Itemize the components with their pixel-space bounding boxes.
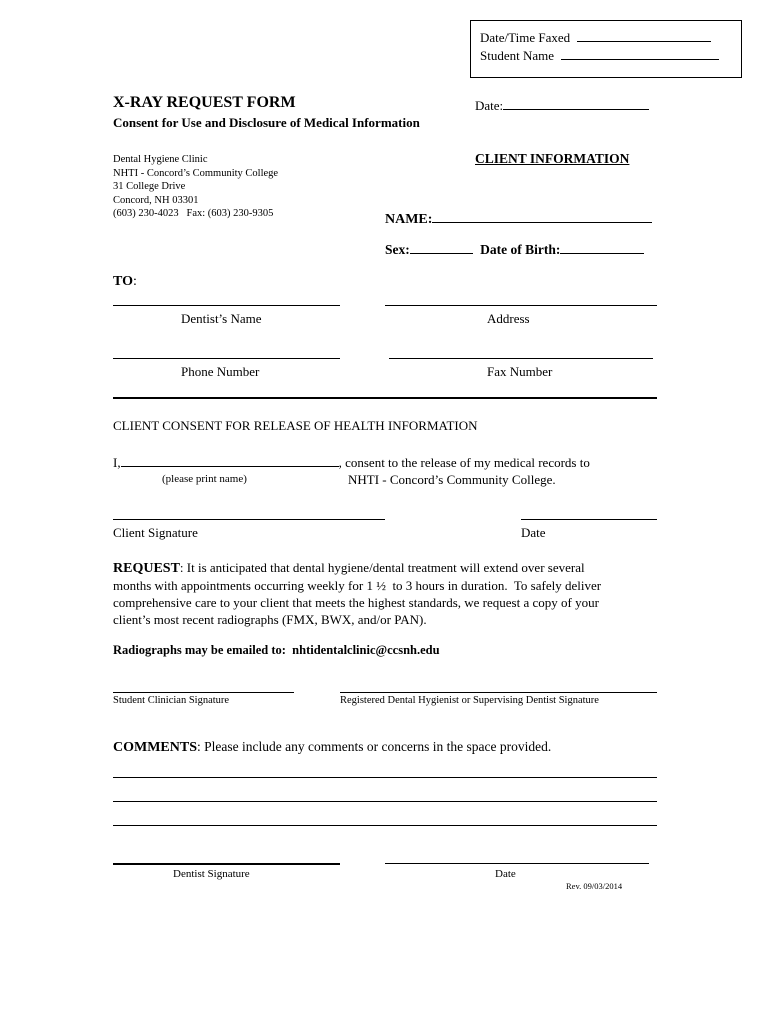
- request-line-2: months with appointments occurring weekly for 1 ½ to 3 hours in duration. To safely deliver: [113, 578, 602, 593]
- revision-note: Rev. 09/03/2014: [566, 881, 623, 891]
- client-date-field[interactable]: [521, 519, 657, 520]
- request-paragraph: [113, 559, 601, 628]
- request-line-3: comprehensive care to your client that meets the highest standards, we request a copy of your: [113, 595, 599, 610]
- comments-heading: [113, 739, 551, 756]
- radiographs-email-line: Radiographs may be emailed to: nhtidentalclinic@ccsnh.edu: [113, 643, 440, 657]
- fax-number-label: Fax Number: [487, 364, 553, 379]
- fax-number-field[interactable]: [389, 358, 653, 359]
- form-title: X-RAY REQUEST FORM: [113, 94, 296, 111]
- clinic-phone-fax: (603) 230-4023 Fax: (603) 230-9305: [113, 208, 274, 220]
- date-time-faxed-label: Date/Time Faxed: [480, 30, 571, 45]
- consent-recipient: NHTI - Concord’s Community College.: [348, 472, 556, 487]
- request-line-1: : It is anticipated that dental hygiene/dental treatment will extend over several: [179, 560, 585, 575]
- date-label: Date:: [475, 98, 504, 113]
- student-clinician-signature-field[interactable]: [113, 692, 294, 693]
- client-date-label: Date: [521, 525, 546, 540]
- request-label: REQUEST: [113, 561, 180, 576]
- consent-text: , consent to the release of my medical records to: [338, 455, 590, 470]
- request-line-4: client’s most recent radiographs (FMX, BWX, and/or PAN).: [113, 612, 427, 627]
- dob-field[interactable]: [560, 241, 644, 254]
- sex-dob-row: [385, 241, 644, 258]
- comment-line-1[interactable]: [113, 777, 657, 778]
- comments-text: : Please include any comments or concerns in the space provided.: [197, 739, 552, 754]
- fax-box: [470, 20, 742, 78]
- clinic-city: Concord, NH 03301: [113, 194, 199, 206]
- dentist-signature-label: Dentist Signature: [173, 868, 250, 880]
- form-subtitle: Consent for Use and Disclosure of Medical Information: [113, 115, 420, 130]
- client-signature-field[interactable]: [113, 519, 385, 520]
- clinic-college: NHTI - Concord’s Community College: [113, 167, 279, 179]
- comment-line-2[interactable]: [113, 801, 657, 802]
- address-field[interactable]: [385, 305, 657, 306]
- dentist-name-label: Dentist’s Name: [181, 311, 262, 326]
- student-name-row: [480, 47, 719, 64]
- dob-label: Date of Birth:: [480, 242, 561, 257]
- hygienist-signature-label: Registered Dental Hygienist or Supervising Dentist Signature: [340, 695, 599, 706]
- client-name-field[interactable]: [432, 209, 652, 223]
- to-colon: :: [132, 274, 137, 289]
- to-label-row: [113, 274, 137, 290]
- date-row: [475, 97, 649, 114]
- to-label: TO: [113, 274, 133, 289]
- phone-number-field[interactable]: [113, 358, 340, 359]
- dentist-date-field[interactable]: [385, 863, 649, 864]
- consent-i-prefix: I,: [113, 455, 121, 470]
- sex-label: Sex:: [385, 242, 410, 257]
- student-name-field[interactable]: [561, 47, 719, 60]
- client-signature-label: Client Signature: [113, 525, 198, 540]
- clinic-address-block: [113, 153, 278, 221]
- student-name-label: Student Name: [480, 48, 555, 63]
- comments-label: COMMENTS: [113, 740, 197, 755]
- dentist-name-field[interactable]: [113, 305, 340, 306]
- clinic-street: 31 College Drive: [113, 181, 186, 193]
- date-field[interactable]: [503, 97, 649, 110]
- comment-line-3[interactable]: [113, 825, 657, 826]
- student-clinician-signature-label: Student Clinician Signature: [113, 695, 230, 706]
- client-name-label: NAME:: [385, 212, 433, 227]
- phone-number-label: Phone Number: [181, 364, 260, 379]
- dentist-date-label: Date: [495, 868, 516, 880]
- please-print-note: (please print name): [162, 473, 247, 485]
- date-time-faxed-field[interactable]: [577, 29, 711, 42]
- client-name-row: [385, 209, 652, 228]
- dentist-signature-field[interactable]: [113, 863, 340, 865]
- address-label: Address: [487, 311, 530, 326]
- date-time-faxed-row: [480, 29, 711, 46]
- hygienist-signature-field[interactable]: [340, 692, 657, 693]
- client-print-name-field[interactable]: [121, 454, 339, 467]
- clinic-name: Dental Hygiene Clinic: [113, 154, 208, 165]
- consent-statement: [113, 454, 590, 471]
- section-divider: [113, 397, 657, 399]
- client-info-heading: CLIENT INFORMATION: [475, 151, 630, 166]
- sex-field[interactable]: [410, 241, 473, 254]
- consent-heading: CLIENT CONSENT FOR RELEASE OF HEALTH INFORMATION: [113, 418, 478, 433]
